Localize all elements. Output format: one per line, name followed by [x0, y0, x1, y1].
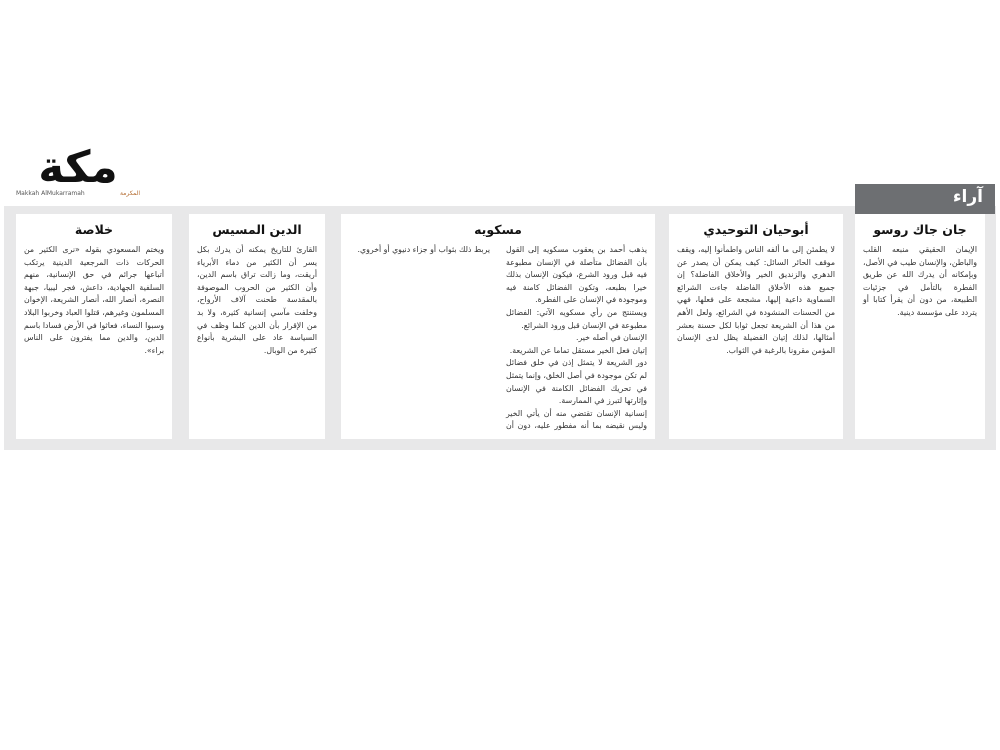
column-title: خلاصة — [74, 222, 114, 237]
column-title: أبوحيان التوحيدي — [703, 222, 809, 237]
column-paragraph: يذهب أحمد بن يعقوب مسكويه إلى القول بأن الفضائل متأصلة في الإنسان مطبوعة فيه قبل ورود الشرع، فيكون الإنسان بذلك خيرا بطبعه، وتكون الفضائل كامنة فيه وموجودة في الإنسان على الفطرة. — [506, 245, 647, 305]
column-body — [24, 244, 164, 357]
column-title: الدين المسيس — [212, 222, 302, 237]
column-paragraph: إنسانية الإنسان تقتضي منه أن يأتي الخير وليس نقيضه بما أنه مفطور عليه، دون أن يربط ذلك بثواب أو جزاء دنيوي أو أخروي. — [357, 245, 647, 431]
logo-mark-text: مكة — [38, 142, 118, 188]
logo-subtitle — [16, 190, 140, 197]
column-paragraph: ويستنتج من رأي مسكويه الآتي: الفضائل مطبوعة في الإنسان قبل ورود الشرائع. — [506, 307, 647, 330]
column-tawhidi — [669, 214, 843, 439]
column-miskawayh — [341, 214, 655, 439]
column-title: جان جاك روسو — [873, 222, 967, 237]
column-paragraph: دور الشريعة لا يتمثل إذن في خلق فضائل لم تكن موجودة في أصل الخلق، وإنما يتمثل في تحريك الفضائل الكامنة في الإنسان وإثارتها لتبرز في الممارسة. — [506, 358, 647, 406]
column-paragraph: إتيان فعل الخير مستقل تماما عن الشريعة. — [509, 345, 647, 355]
column-body — [197, 244, 317, 357]
column-body — [677, 244, 835, 357]
column-paragraph: الإنسان في أصله خير. — [575, 333, 647, 343]
column-paragraph: القارئ للتاريخ يمكنه أن يدرك بكل يسر أن الكثير من دماء الأبرياء أريقت، وما زالت تراق باسم الدين، وأن الكثير من الحروب الموصوفة بالمقدسة طحنت آلاف الأرواح، وخلفت مآسي إنسانية كثيرة، ولا بد من الإقرار بأن الدين كلما وظف في السياسة عاد على البشرية بأنواع كثيرة من الوبال. — [197, 245, 317, 355]
column-body — [349, 244, 647, 436]
column-title: مسكويه — [474, 222, 522, 237]
logo-subtitle-ar: المكرمة — [119, 190, 140, 197]
column-rousseau — [855, 214, 985, 439]
column-body — [863, 244, 977, 320]
column-politicized-religion — [189, 214, 325, 439]
logo-subtitle-en: Makkah AlMukarramah — [16, 190, 85, 197]
logo-mark-icon — [16, 140, 140, 188]
column-conclusion — [16, 214, 172, 439]
section-title: آراء — [855, 184, 995, 214]
column-paragraph: ويختم المسعودي بقوله «نرى الكثير من الحركات ذات المرجعية الدينية يرتكب أتباعها جرائم في حق الإنسانية، منهم السلفية الجهادية، داعش، فجر ليبيا، جبهة النصرة، أنصار الله، أنصار الشريعة، الإخوان المسلمون وغيرهم، قتلوا العباد وخربوا البلاد وسبوا النساء، فعاثوا في الأرض فسادا باسم الدين، والدين مما يفترون على الناس براء». — [24, 245, 164, 355]
column-paragraph: لا يطمئن إلى ما ألفه الناس واطمأنوا إليه، ويقف موقف الحائر السائل: كيف يمكن أن يصدر عن الدهري والزنديق الخير والأخلاق الفاضلة؟ إن جميع هذه الأخلاق الفاضلة جاءت الشرائع السماوية داعية إليها، مشجعة على فعلها، فهي من الحسنات المنشودة في الشرائع، ولعل الأهم من هذا أن الشريعة تجعل ثوابا لكل حسنة بعشر أمثالها، لذلك إتيان الفضيلة يظل لدى الإنسان المؤمن مقرونا بالرغبة في الثواب. — [677, 245, 835, 355]
newspaper-logo[interactable] — [16, 140, 140, 200]
column-paragraph: الإيمان الحقيقي منبعه القلب والباطن، والإنسان طيب في الأصل، وبإمكانه أن يدرك الله عن طريق الفطرة بالتأمل في جزئيات الطبيعة، من دون أن يقرأ كتابا أو يتردد على مؤسسة دينية. — [863, 245, 977, 317]
